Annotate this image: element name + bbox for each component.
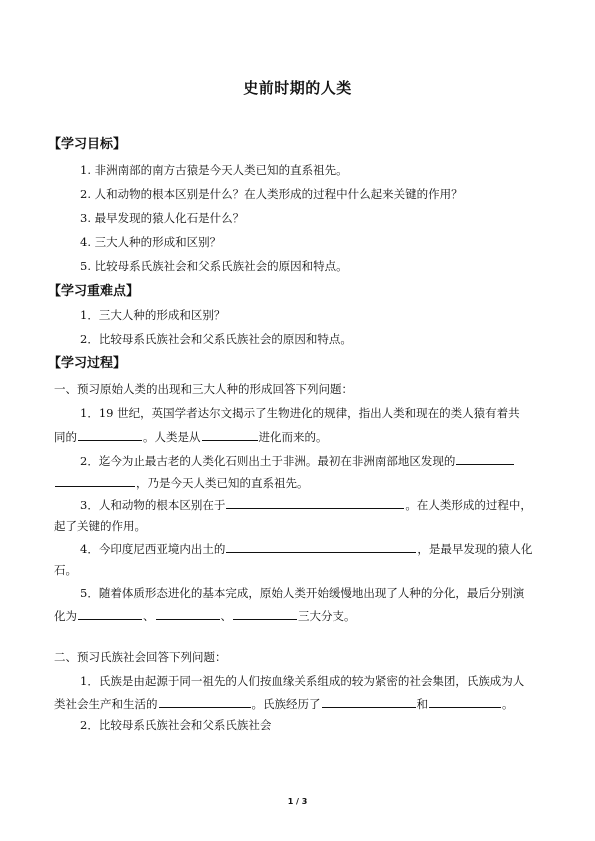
q5-text-b: 化为: [54, 609, 77, 623]
q4-text-b: ，是最早发现的猿人化: [417, 542, 533, 556]
goal-item-1: 1. 非洲南部的南方古猿是今天人类已知的直系祖先。: [80, 163, 348, 177]
part1-q3-line1: [80, 496, 532, 513]
part2-intro: 二、预习氏族社会回答下列问题：: [54, 650, 227, 664]
part1-q3-line2: 起了关键的作用。: [54, 519, 146, 533]
answer-blank[interactable]: [55, 474, 135, 487]
q1-text-c: 。人类是从: [143, 430, 201, 444]
section-heading-goals: 【学习目标】: [48, 137, 127, 152]
p2q1-text-b: 类社会生产和生活的: [54, 697, 158, 711]
part1-q1-line2: [54, 428, 328, 445]
q3-text-a: 3．人和动物的根本区别在于: [80, 498, 226, 512]
answer-blank[interactable]: [322, 695, 416, 708]
goal-item-2: 2. 人和动物的根本区别是什么？在人类形成的过程中什么起来关键的作用？: [80, 187, 463, 201]
q5-text-d: 、: [220, 609, 232, 623]
q5-text-c: 、: [143, 609, 155, 623]
goal-item-4: 4. 三大人种的形成和区别？: [80, 235, 222, 249]
q1-text-d: 进化而来的。: [258, 430, 328, 444]
key-point-item-1: 1．三大人种的形成和区别？: [80, 308, 226, 322]
part1-q4-line1: [80, 540, 532, 557]
q1-text-b: 同的: [54, 430, 77, 444]
key-point-item-2: 2．比较母系氏族社会和父系氏族社会的原因和特点。: [80, 332, 352, 346]
answer-blank[interactable]: [156, 607, 220, 620]
goal-item-3: 3. 最早发现的猿人化石是什么？: [80, 211, 245, 225]
answer-blank[interactable]: [78, 428, 142, 441]
part1-q2-line2: [54, 474, 309, 491]
part2-q1-line1: 1．氏族是由起源于同一祖先的人们按血缘关系组成的较为紧密的社会集团，氏族成为人: [80, 674, 525, 688]
q2-text-a: 2．迄今为止最古老的人类化石则出土于非洲。最初在非洲南部地区发现的: [80, 454, 456, 468]
goal-item-5: 5. 比较母系氏族社会和父系氏族社会的原因和特点。: [80, 259, 348, 273]
answer-blank[interactable]: [202, 428, 258, 441]
part1-intro: 一、预习原始人类的出现和三大人种的形成回答下列问题：: [54, 382, 353, 396]
p2q1-text-d: 和: [416, 697, 428, 711]
part1-q5-line2: [54, 607, 356, 624]
page-number: 1 / 3: [287, 797, 308, 806]
answer-blank[interactable]: [233, 607, 297, 620]
q2-text-b: ，乃是今天人类已知的直系祖先。: [136, 476, 309, 490]
part1-q5-line1: 5．随着体质形态进化的基本完成，原始人类开始缓慢地出现了人种的分化，最后分别演: [80, 586, 525, 600]
part2-q2: 2．比较母系氏族社会和父系氏族社会: [80, 718, 272, 732]
answer-blank[interactable]: [429, 695, 501, 708]
p2q1-text-e: 。: [502, 697, 514, 711]
answer-blank[interactable]: [159, 695, 251, 708]
section-heading-process: 【学习过程】: [48, 356, 127, 371]
q4-text-a: 4．今印度尼西亚境内出土的: [80, 542, 226, 556]
q5-text-e: 三大分支。: [298, 609, 356, 623]
page-title: 史前时期的人类: [243, 79, 352, 97]
answer-blank[interactable]: [226, 540, 416, 553]
answer-blank[interactable]: [78, 607, 142, 620]
part2-q1-line2: [54, 695, 514, 712]
section-heading-key-points: 【学习重难点】: [48, 284, 140, 299]
answer-blank[interactable]: [226, 496, 404, 509]
part1-q2-line1: [80, 452, 515, 469]
q3-text-b: 。在人类形成的过程中，: [405, 498, 532, 512]
p2q1-text-c: 。氏族经历了: [251, 697, 321, 711]
part1-q4-line2: 石。: [54, 563, 77, 577]
part1-q1-line1: 1．19 世纪，英国学者达尔文揭示了生物进化的规律，指出人类和现在的类人猿有着共: [80, 406, 520, 420]
answer-blank[interactable]: [456, 452, 514, 465]
